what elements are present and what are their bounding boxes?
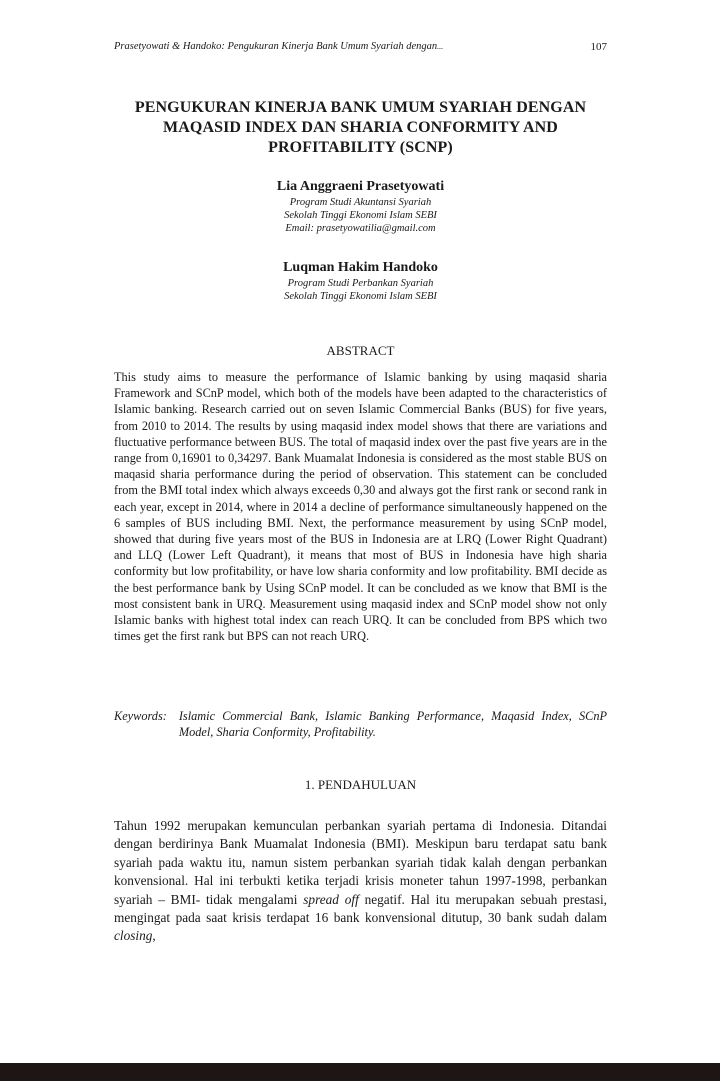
keywords-text: Islamic Commercial Bank, Islamic Banking Performance, Maqasid Index, SCnP Model, Sharia Conformity, Profitability. [178,709,607,739]
author-block-1 [114,178,607,235]
keywords [114,708,607,740]
running-head-title: Prasetyowati & Handoko: Pengukuran Kinerja Bank Umum Syariah dengan... [114,41,444,52]
running-head [114,41,607,53]
author-name: Lia Anggraeni Prasetyowati [276,179,445,194]
intro-text-part-2: negatif. Hal itu merupakan sebuah prestasi, mengingat pada saat krisis terdapat 16 bank konvensional ditutup, 30 bank sudah dalam [114,891,607,926]
author-affiliation: Sekolah Tinggi Ekonomi Islam SEBI [284,210,437,221]
title-line-3: PROFITABILITY (SCNP) [268,139,453,156]
intro-italic-term: spread off [303,891,359,907]
intro-text-part-3: , [152,928,156,944]
page-number: 107 [590,41,607,53]
author-affiliation: Program Studi Perbankan Syariah [287,278,434,289]
paper-title [114,98,607,158]
abstract-text: This study aims to measure the performance of Islamic banking by using maqasid sharia Framework and SCnP model, which both of the models have been adapted to the characteristics of Islamic banking. Research carried out on seven Islamic Commercial Banks (BUS) for five years, from 2010 to 2014. The results by using maqasid index model shows that there are variations and fluctuative performance between BUS. The total of maqasid index over the past five years are in the range from 0,16901 to 0,34297. Bank Muamalat Indonesia is considered as the most stable BUS on maqasid sharia performance during the period of observation. This statement can be concluded from the BMI total index which always exceeds 0,30 and always got the first rank or second rank in each year, except in 2014, where in 2014 a decline of performance simultaneously happened on the 6 samples of BUS including BMI. Next, the performance measurement by using SCnP model, showed that during five years most of the BUS in Indonesia are at LRQ (Lower Right Quadrant) and LLQ (Lower Left Quadrant), it means that most of BUS in Indonesia have high sharia conformity but low profitability, or have low sharia conformity and low profitability. BMI decide as the best performance bank by Using SCnP model. It can be concluded as we know that BMI is the most consistent bank in URQ. Measurement using maqasid index and SCnP model show not only Islamic banks with highest total index can reach URQ. It can be concluded from BPS which two times get the first rank but BPS can not reach URQ. [114,370,607,644]
bottom-border-bar [0,1063,720,1081]
author-affiliation: Sekolah Tinggi Ekonomi Islam SEBI [284,291,437,302]
intro-italic-term: closing [114,928,153,944]
intro-text-part-1: Tahun 1992 merupakan kemunculan perbankan syariah pertama di Indonesia. Ditandai dengan berdirinya Bank Muamalat Indonesia (BMI). Meskipun baru terdapat satu bank syariah pada waktu itu, namun sistem perbankan syariah tidak kalah dengan perbankan konvensional. Hal ini terbukti ketika terjadi krisis moneter tahun 1997-1998, perbankan syariah – BMI- tidak mengalami [114,818,607,907]
abstract-heading: ABSTRACT [326,343,395,358]
section-heading: 1. PENDAHULUAN [304,777,417,792]
title-line-1: PENGUKURAN KINERJA BANK UMUM SYARIAH DENGAN [134,99,587,116]
author-block-2 [114,259,607,303]
author-name: Luqman Hakim Handoko [283,260,438,275]
intro-paragraph [114,817,607,946]
author-affiliation: Program Studi Akuntansi Syariah [289,197,432,208]
keywords-label: Keywords: [114,709,167,723]
running-head-ellipsis: ... [437,42,444,51]
author-email: Email: prasetyowatilia@gmail.com [285,223,436,234]
title-line-2: MAQASID INDEX DAN SHARIA CONFORMITY AND [163,119,558,136]
